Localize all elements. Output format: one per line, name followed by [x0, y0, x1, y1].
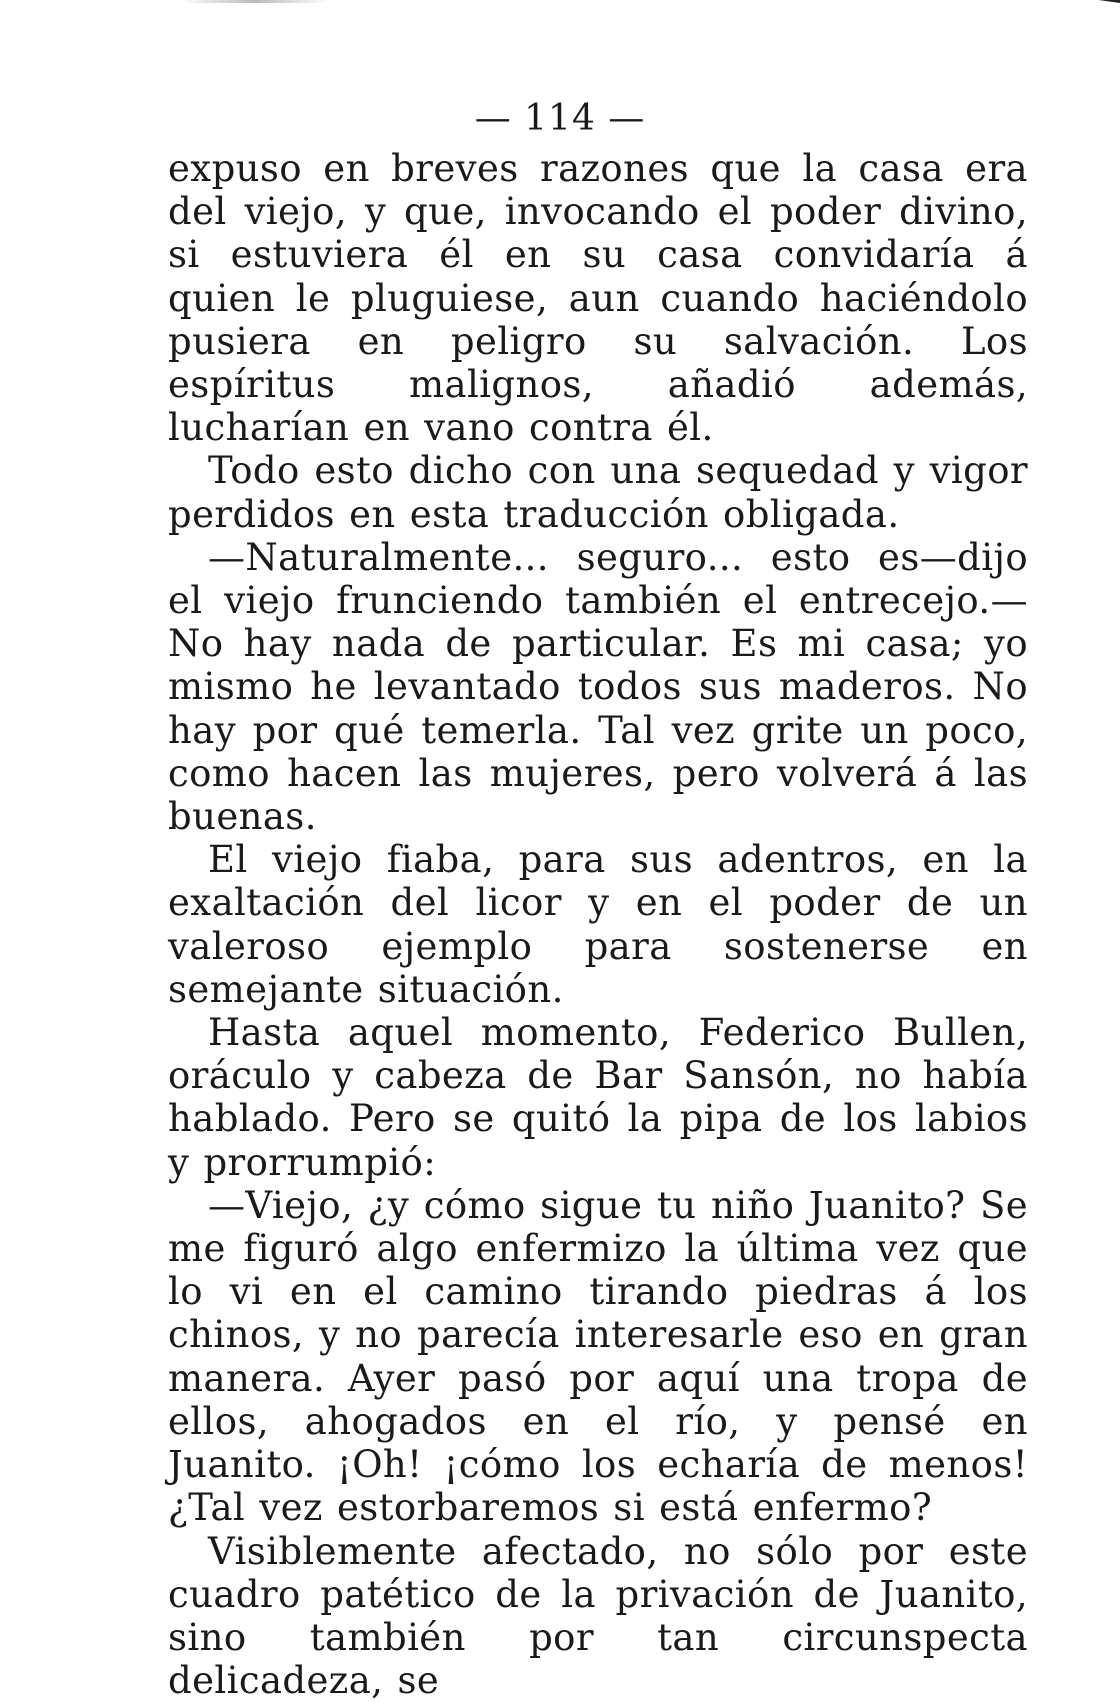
paragraph: expuso en breves razones que la casa era del viejo, y que, invocando el poder divino, si estuviera él en su casa convidaría á quien le pluguiese, aun cuando haciéndolo pusiera en peligro su salvación. Los espíritus malignos, añadió además, lucharían en vano contra él. — [168, 147, 1028, 449]
paragraph: —Viejo, ¿y cómo sigue tu niño Juanito? Se me figuró algo enfermizo la última vez que lo vi en el camino tirando piedras á los chinos, y no parecía interesarle eso en gran manera. Ayer pasó por aquí una tropa de ellos, ahogados en el río, y pensé en Juanito. ¡Oh! ¡cómo los echaría de menos! ¿Tal vez estorbaremos si está enfermo? — [168, 1184, 1028, 1530]
scan-smudge — [180, 0, 330, 3]
paragraph: —Naturalmente... seguro... esto es—dijo el viejo frunciendo también el entrecejo.—No hay nada de particular. Es mi casa; yo mismo he levantado todos sus maderos. No hay por qué temerla. Tal vez grite un poco, como hacen las mujeres, pero volverá á las buenas. — [168, 536, 1028, 838]
paragraph: Hasta aquel momento, Federico Bullen, oráculo y cabeza de Bar Sansón, no había hablado. Pero se quitó la pipa de los labios y prorrumpió: — [168, 1011, 1028, 1184]
body-text — [168, 147, 1028, 1702]
page-number: — 114 — — [0, 98, 1120, 139]
page-corner-mark — [1060, 0, 1120, 13]
paragraph: Todo esto dicho con una sequedad y vigor perdidos en esta traducción obligada. — [168, 449, 1028, 535]
paragraph: El viejo fiaba, para sus adentros, en la exaltación del licor y en el poder de un valeroso ejemplo para sostenerse en semejante situación. — [168, 838, 1028, 1011]
paragraph: Visiblemente afectado, no sólo por este cuadro patético de la privación de Juanito, sino también por tan circunspecta delicadeza, se — [168, 1530, 1028, 1702]
